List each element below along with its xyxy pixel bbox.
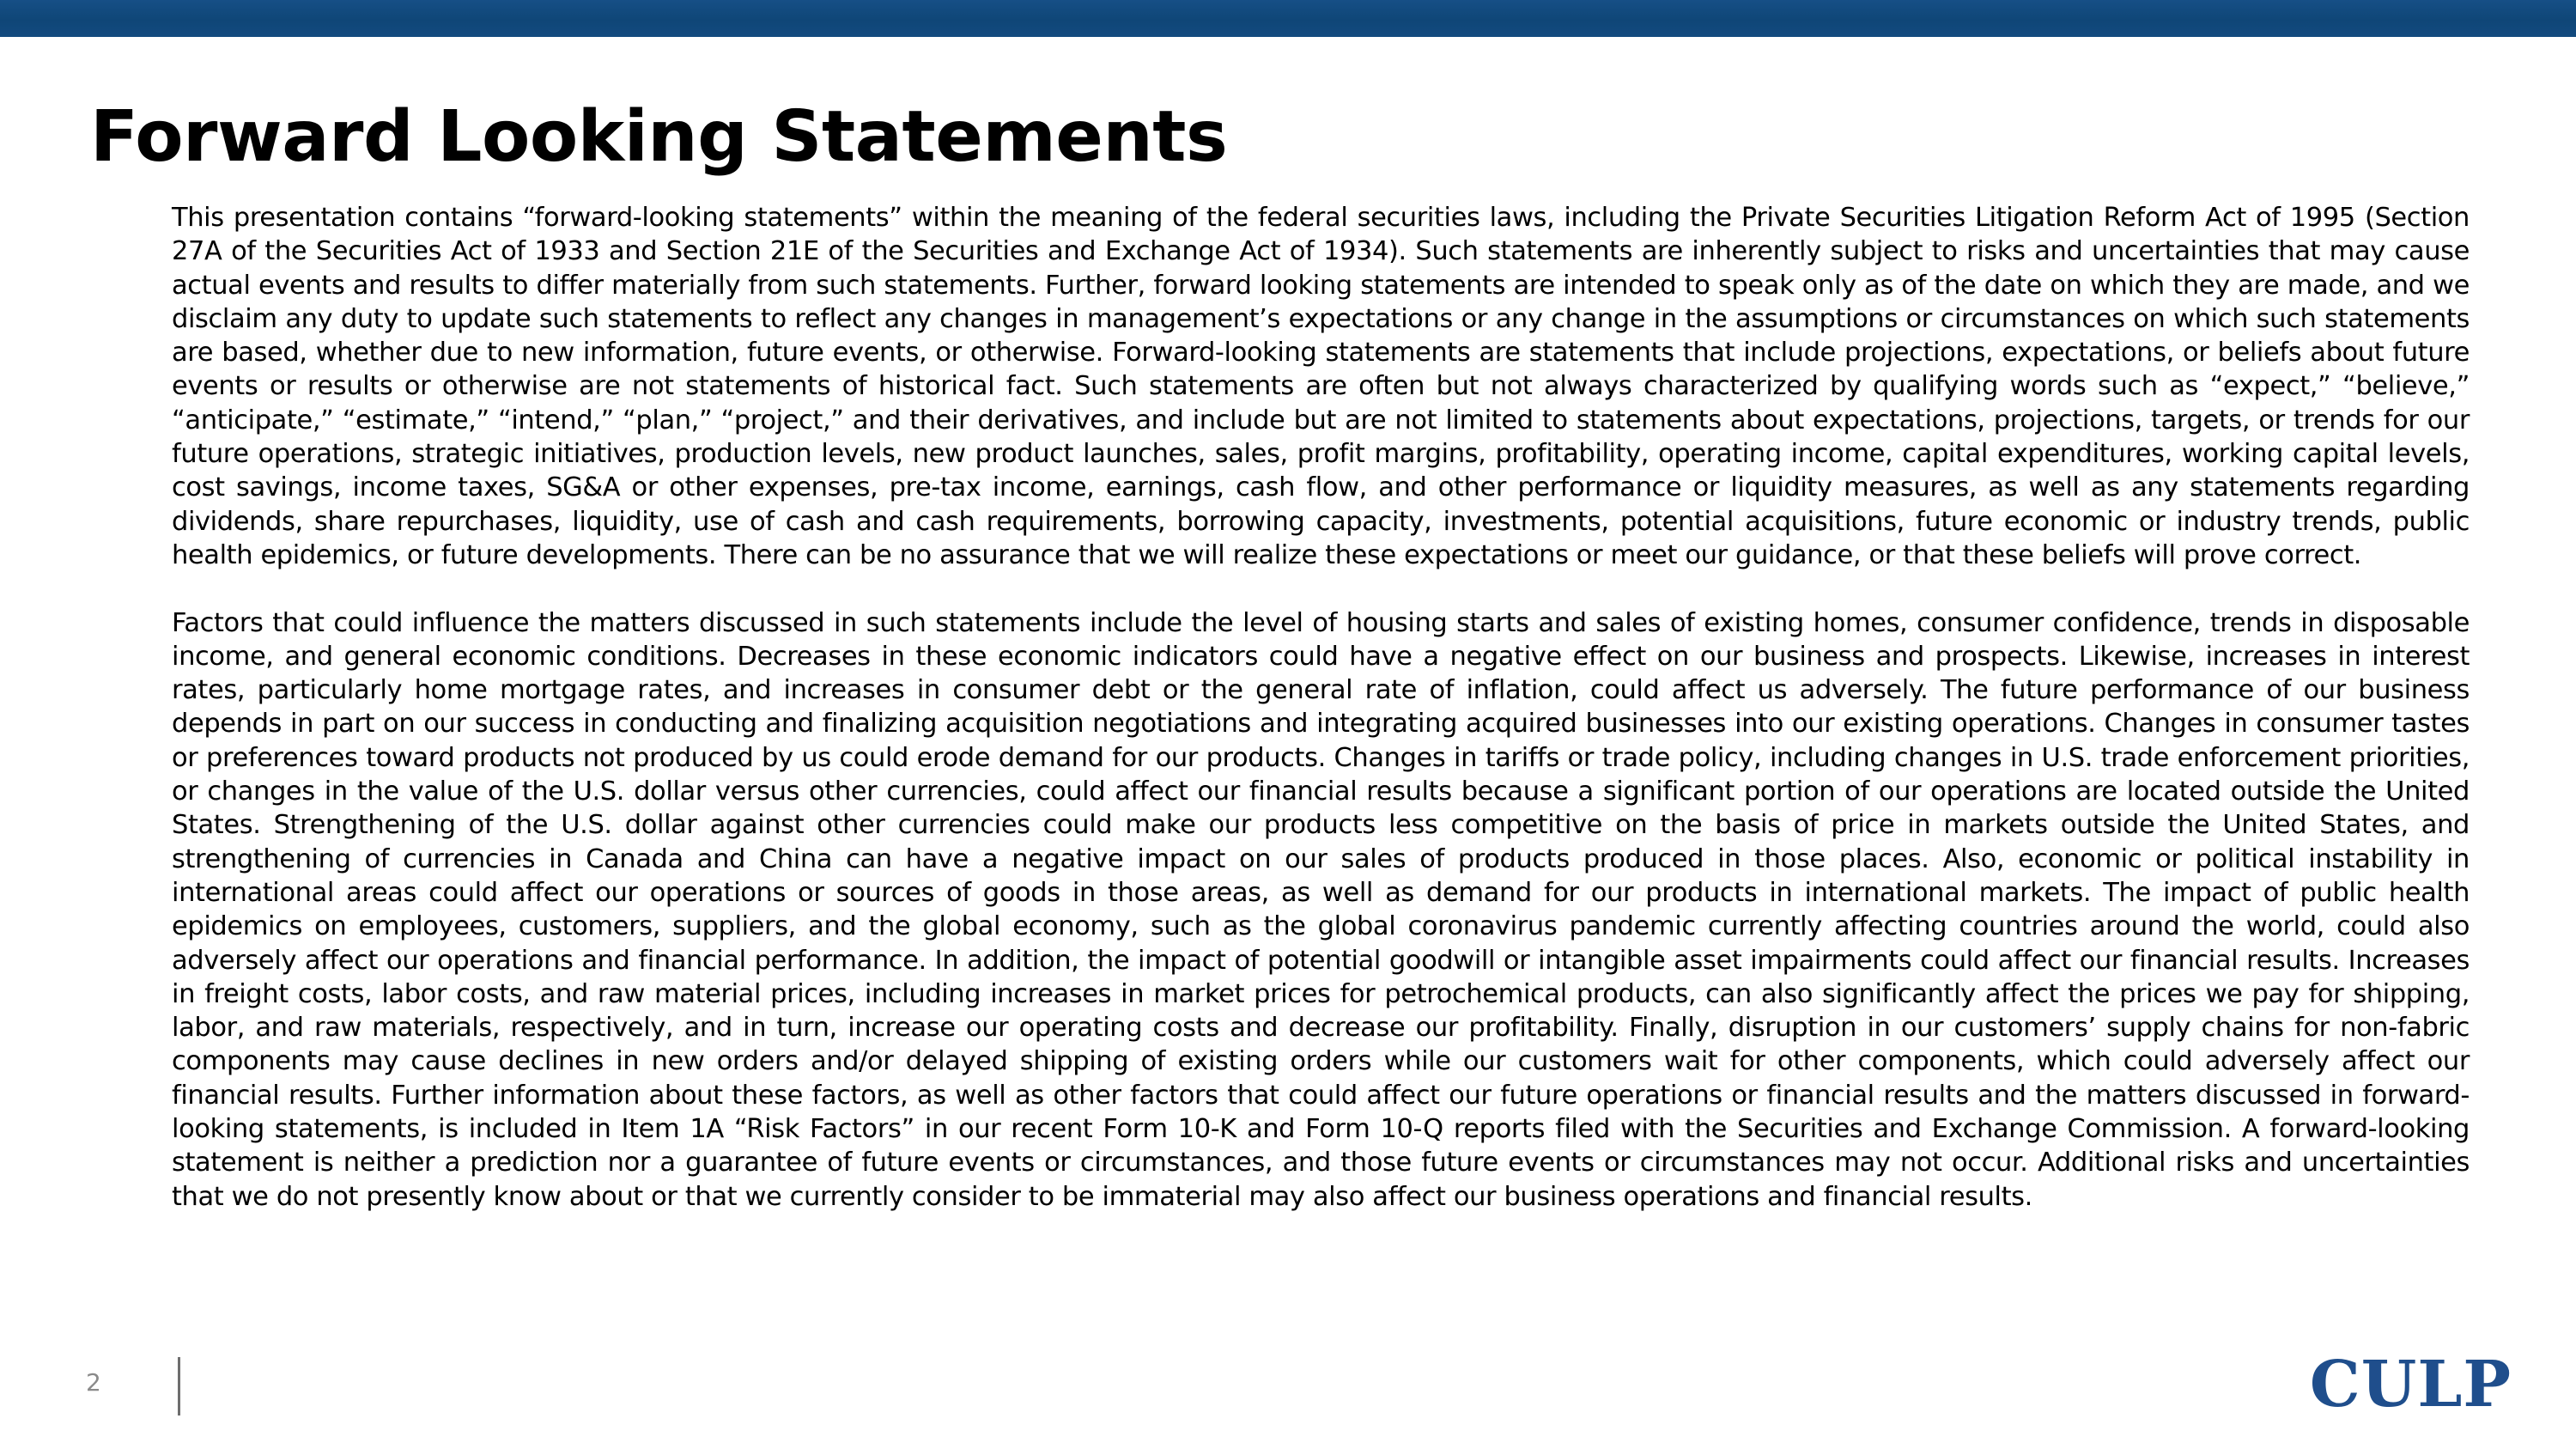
header-bar xyxy=(0,0,2576,37)
body-text xyxy=(172,201,2470,1214)
paragraph-risk-factors: Factors that could influence the matters discussed in such statements include the level of housing starts and sales of existing homes, consumer confidence, trends in disposable income, and general economic conditions. Decreases in these economic indicators could have a negative effect on our business and prospects. Likewise, increases in interest rates, particularly home mortgage rates, and increases in consumer debt or the general rate of inflation, could affect us adversely. The future performance of our business depends in part on our success in conducting and finalizing acquisition negotiations and integrating acquired businesses into our existing operations. Changes in consumer tastes or preferences toward products not produced by us could erode demand for our products. Changes in tariffs or trade policy, including changes in U.S. trade enforcement priorities, or changes in the value of the U.S. dollar versus other currencies, could affect our financial results because a significant portion of our operations are located outside the United States. Strengthening of the U.S. dollar against other currencies could make our products less competitive on the basis of price in markets outside the United States, and strengthening of currencies in Canada and China can have a negative impact on our sales of products produced in those places. Also, economic or political instability in international areas could affect our operations or sources of goods in those areas, as well as demand for our products in international markets. The impact of public health epidemics on employees, customers, suppliers, and the global economy, such as the global coronavirus pandemic currently affecting countries around the world, could also adversely affect our operations and financial performance. In addition, the impact of potential goodwill or intangible asset impairments could affect our financial results. Increases in freight costs, labor costs, and raw material prices, including increases in market prices for petrochemical products, can also significantly affect the prices we pay for shipping, labor, and raw materials, respectively, and in turn, increase our operating costs and decrease our profitability. Finally, disruption in our customers’ supply chains for non-fabric components may cause declines in new orders and/or delayed shipping of existing orders while our customers wait for other components, which could adversely affect our financial results. Further information about these factors, as well as other factors that could affect our future operations or financial results and the matters discussed in forward-looking statements, is included in Item 1A “Risk Factors” in our recent Form 10-K and Form 10-Q reports filed with the Securities and Exchange Commission. A forward-looking statement is neither a prediction nor a guarantee of future events or circumstances, and those future events or circumstances may not occur. Additional risks and uncertainties that we do not presently know about or that we currently consider to be immaterial may also affect our business operations and financial results. xyxy=(172,607,2470,1212)
page-title: Forward Looking Statements xyxy=(90,96,1228,178)
paragraph-forward-looking-intro: This presentation contains “forward-looking statements” within the meaning of the federal securities laws, including the Private Securities Litigation Reform Act of 1995 (Section 27A of the Securities Act of 1933 and Section 21E of the Securities and Exchange Act of 1934). Such statements are inherently subject to risks and uncertainties that may cause actual events and results to differ materially from such statements. Further, forward looking statements are intended to speak only as of the date on which they are made, and we disclaim any duty to update such statements to reflect any changes in management’s expectations or any change in the assumptions or circumstances on which such statements are based, whether due to new information, future events, or otherwise. Forward-looking statements are statements that include projections, expectations, or beliefs about future events or results or otherwise are not statements of historical fact. Such statements are often but not always characterized by qualifying words such as “expect,” “believe,” “anticipate,” “estimate,” “intend,” “plan,” “project,” and their derivatives, and include but are not limited to statements about expectations, projections, targets, or trends for our future operations, strategic initiatives, production levels, new product launches, sales, profit margins, profitability, operating income, capital expenditures, working capital levels, cost savings, income taxes, SG&A or other expenses, pre-tax income, earnings, cash flow, and other performance or liquidity measures, as well as any statements regarding dividends, share repurchases, liquidity, use of cash and cash requirements, borrowing capacity, investments, potential acquisitions, future economic or industry trends, public health epidemics, or future developments. There can be no assurance that we will realize these expectations or meet our guidance, or that these beliefs will prove correct. xyxy=(172,203,2470,570)
page-number: 2 xyxy=(86,1368,101,1397)
culp-logo: CULP xyxy=(2309,1348,2512,1422)
footer-divider xyxy=(178,1357,180,1416)
